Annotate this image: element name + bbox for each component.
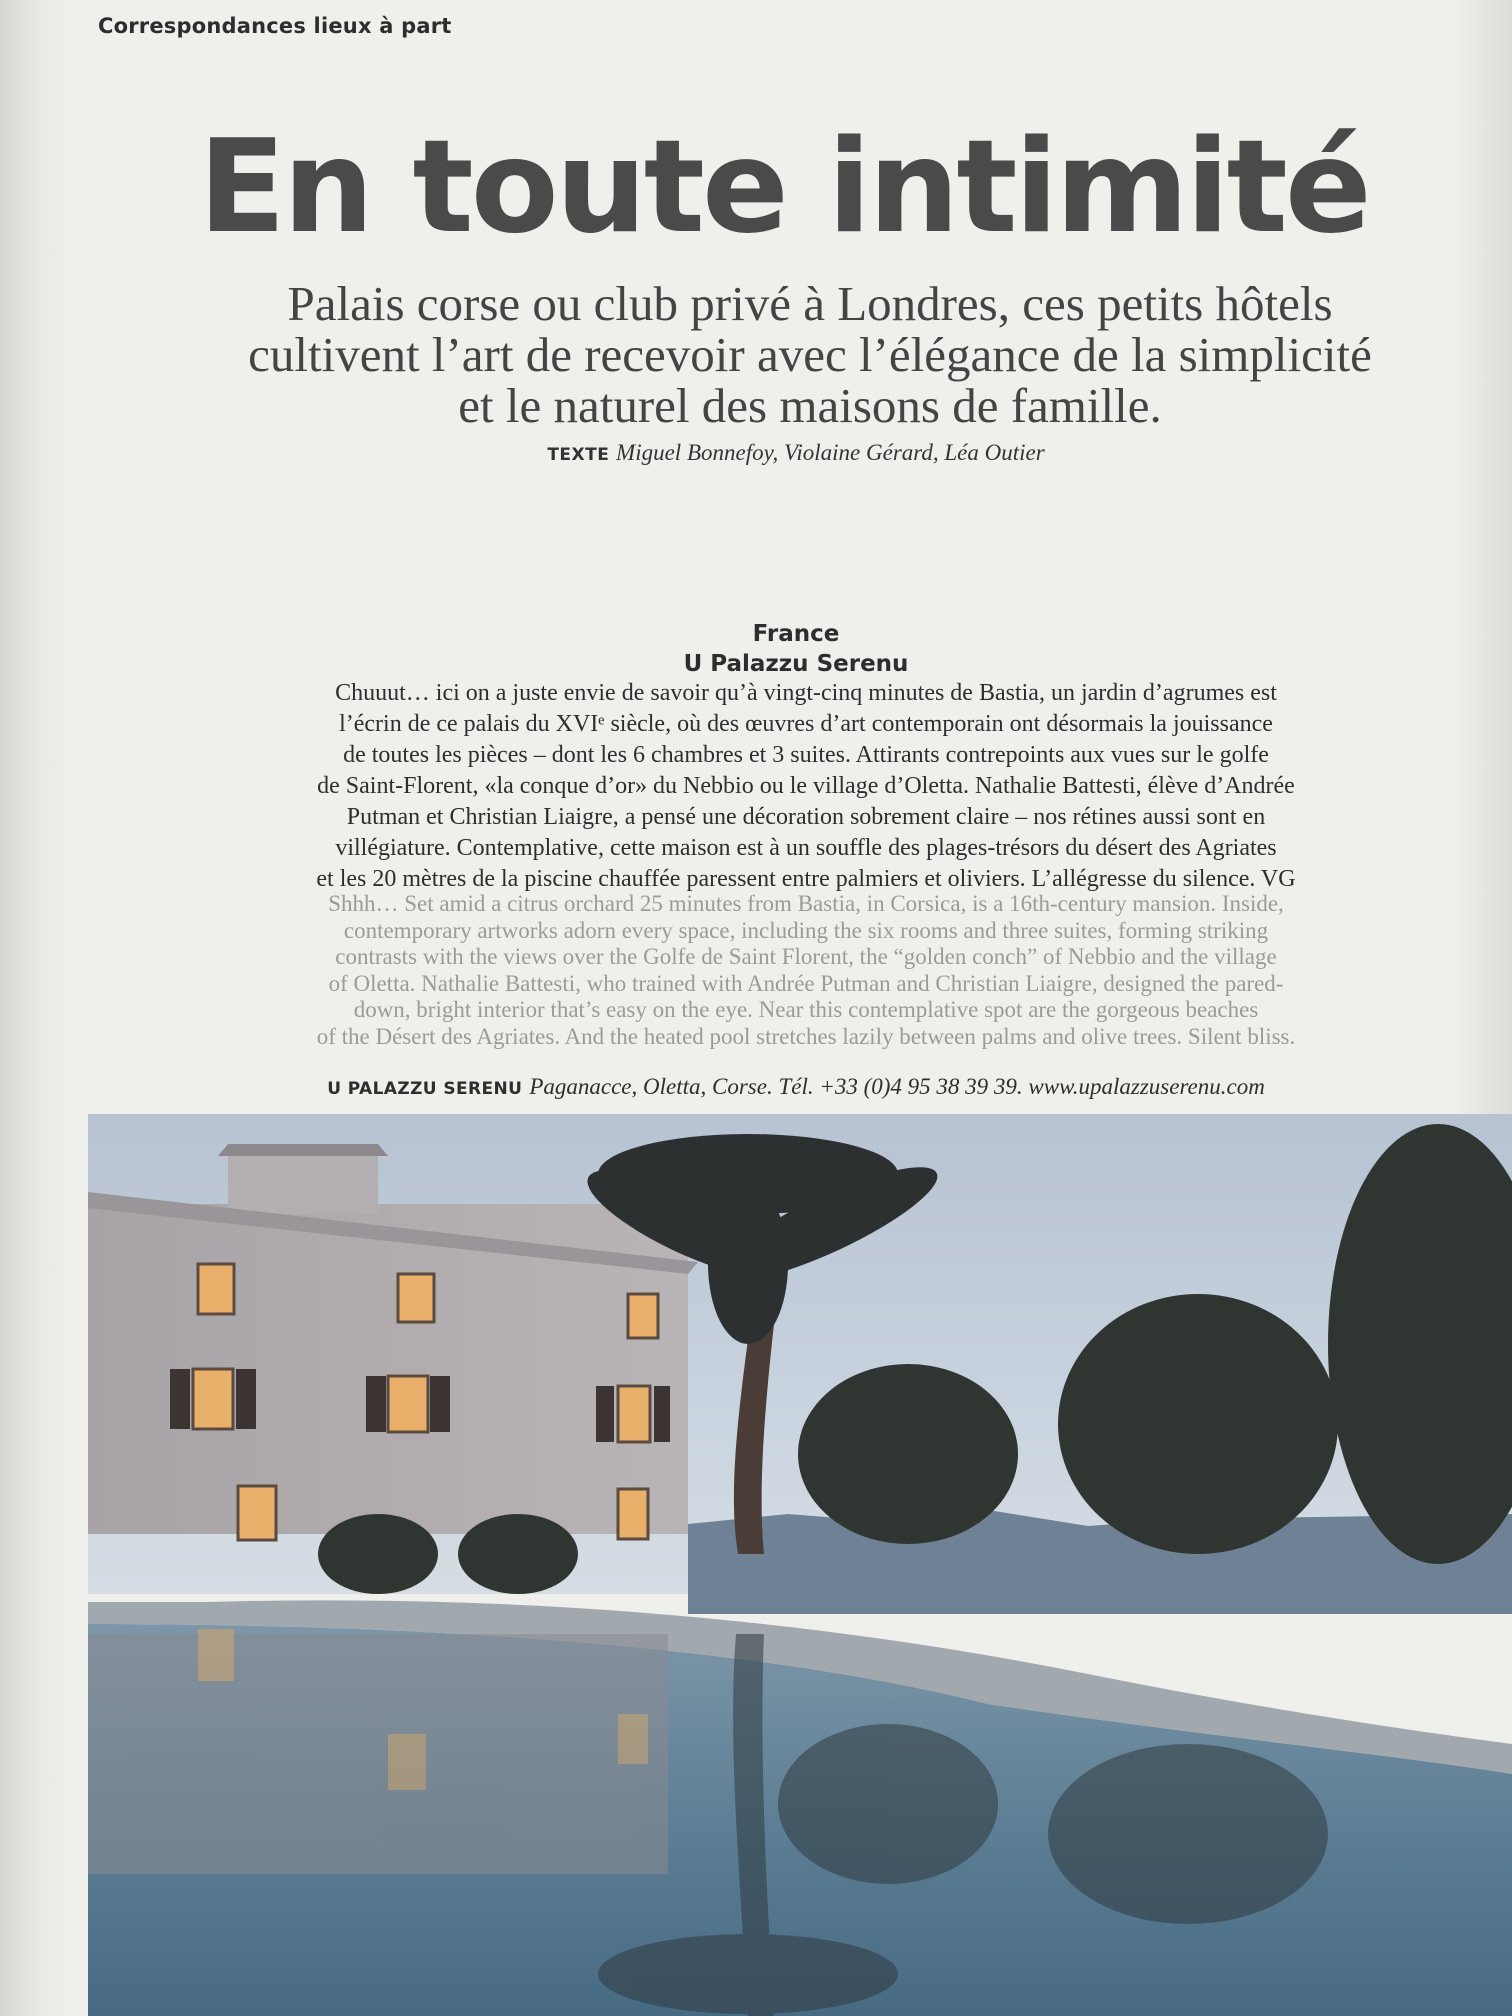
body-line: down, bright interior that’s easy on the eye. Near this contemplative spot are the gorgeous beaches — [353, 997, 1259, 1022]
body-line: Shhh… Set amid a citrus orchard 25 minutes from Bastia, in Corsica, is a 16th-century mansion. Inside, — [328, 891, 1284, 916]
body-line: villégiature. Contemplative, cette maison est à un souffle des plages-trésors du désert des Agriates — [335, 835, 1277, 861]
address-label: U PALAZZU SERENU — [327, 1079, 523, 1099]
subtitle-line: cultivent l’art de recevoir avec l’élégance de la simplicité — [248, 327, 1372, 382]
credits-names: Miguel Bonnefoy, Violaine Gérard, Léa Outier — [616, 440, 1045, 465]
credits-label: TEXTE — [547, 445, 610, 465]
subtitle — [150, 278, 1470, 431]
article-country: France — [752, 621, 840, 647]
article-hotel-name: U Palazzu Serenu — [683, 651, 909, 677]
article-body-french — [226, 678, 1386, 895]
body-line: Chuuut… ici on a juste envie de savoir qu’à vingt-cinq minutes de Bastia, un jardin d’agrumes est — [335, 680, 1277, 706]
subtitle-line: et le naturel des maisons de famille. — [458, 378, 1162, 433]
body-line: et les 20 mètres de la piscine chauffée paressent entre palmiers et oliviers. L’allégresse du silence. VG — [316, 866, 1296, 892]
body-line: l’écrin de ce palais du XVIᵉ siècle, où des œuvres d’art contemporain ont désormais la jouissance — [339, 711, 1273, 737]
subtitle-line: Palais corse ou club privé à Londres, ces petits hôtels — [287, 276, 1333, 331]
body-line: of Oletta. Nathalie Battesti, who trained with Andrée Putman and Christian Liaigre, designed the pared- — [328, 970, 1284, 996]
body-line: contemporary artworks adorn every space, including the six rooms and three suites, forming striking — [343, 917, 1269, 943]
body-line: de Saint-Florent, «la conque d’or» du Nebbio ou le village d’Oletta. Nathalie Battesti, élève d’Andrée — [317, 773, 1295, 799]
body-line: of the Désert des Agriates. And the heated pool stretches lazily between palms and olive trees. Silent bliss. — [316, 1023, 1296, 1049]
credits — [0, 440, 1512, 466]
hotel-photo — [88, 1114, 1512, 2016]
page-title: En toute intimité — [198, 113, 1369, 262]
article-body-english — [226, 891, 1386, 1050]
body-line: contrasts with the views over the Golfe de Saint Florent, the “golden conch” of Nebbio and the village — [335, 944, 1277, 969]
address-info: Paganacce, Oletta, Corse. Tél. +33 (0)4 95 38 39 39. www.upalazzuserenu.com — [529, 1074, 1265, 1099]
page-gutter-shadow — [0, 0, 70, 2016]
hotel-address — [0, 1074, 1512, 1100]
section-header: Correspondances lieux à part — [98, 14, 452, 38]
body-line: de toutes les pièces – dont les 6 chambres et 3 suites. Attirants contrepoints aux vues sur le golfe — [343, 742, 1269, 768]
hotel-photo-illustration — [88, 1114, 1512, 2016]
body-line: Putman et Christian Liaigre, a pensé une décoration sobrement claire – nos rétines aussi sont en — [346, 804, 1266, 830]
